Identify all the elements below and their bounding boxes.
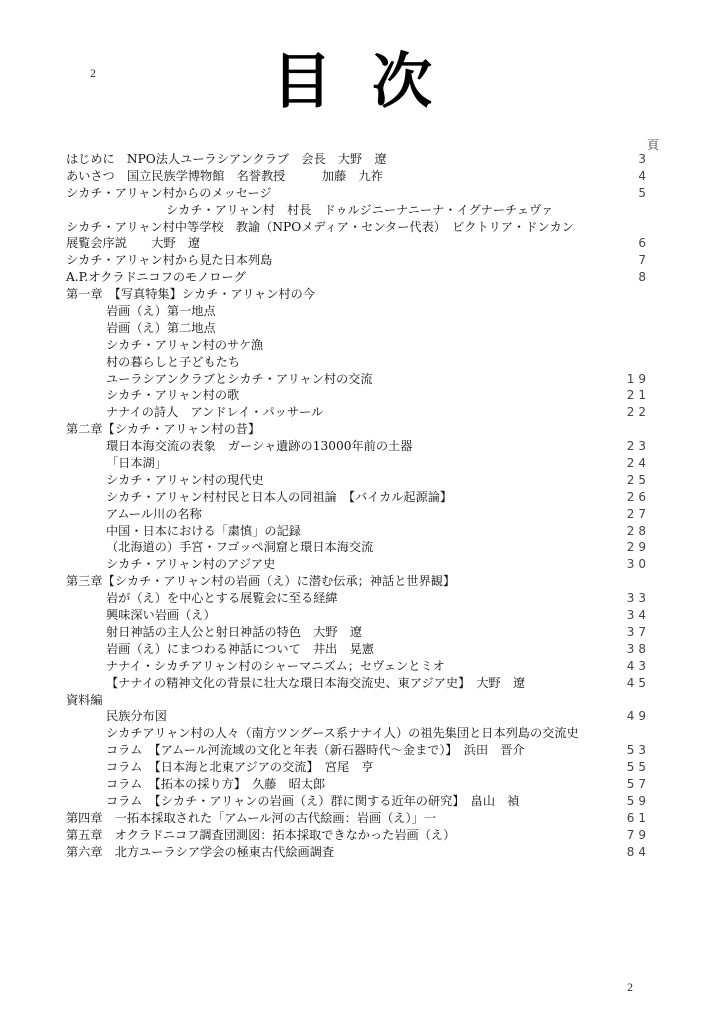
toc-entry-page: 84 xyxy=(626,844,650,859)
toc-entry-page: 19 xyxy=(626,371,650,386)
toc-entry-label: 中国・日本における「粛慎」の記録 xyxy=(106,523,301,538)
toc-entry-page: 33 xyxy=(626,591,650,606)
toc-entry xyxy=(66,759,686,776)
page-title: 目次 xyxy=(272,47,472,117)
toc-entry-label: シカチ・アリャン村の歌 xyxy=(106,388,240,403)
toc-entry xyxy=(66,252,686,269)
toc-entry-page: 38 xyxy=(626,641,650,656)
toc-entry-label: シカチ・アリャン村中等学校 教諭（NPOメディア・センター代表） ビクトリア・ドンカン xyxy=(66,219,574,234)
toc-entry-page: 8 xyxy=(638,270,650,285)
toc-entry xyxy=(66,827,686,844)
toc-entry-label: 展覧会序説 大野 遼 xyxy=(66,236,201,251)
toc-entry xyxy=(66,151,686,168)
toc-entry-page: 27 xyxy=(626,506,650,521)
toc-entry-label: コラム 【拓本の採り方】 久藤 昭太郎 xyxy=(106,776,326,791)
toc-entry-page: 57 xyxy=(626,776,650,791)
toc-entry xyxy=(66,556,686,573)
toc-entry-label: 第二章【シカチ・アリャン村の昔】 xyxy=(66,422,261,437)
page-number-bottom: 2 xyxy=(627,980,633,994)
toc-entry-label: シカチアリャン村の人々（南方ツングース系ナナイ人）の祖先集団と日本列島の交流史 xyxy=(106,726,579,741)
toc-entry-label: 第四章 一拓本採取された「アムール河の古代絵画：岩画（え）」一 xyxy=(66,810,437,825)
toc-entry-page: 61 xyxy=(626,810,650,825)
toc-entry-label: 村の暮らしと子どもたち xyxy=(106,354,241,369)
toc-entry-label: シカチ・アリャン村 村長 ドゥルジニーナニーナ・イグナーチェヴァ xyxy=(166,202,554,217)
toc-entry-label: シカチ・アリャン村の現代史 xyxy=(106,472,264,487)
toc-entry-label: はじめに NPO法人ユーラシアンクラブ 会長 大野 遼 xyxy=(66,152,387,166)
toc-entry-page: 43 xyxy=(626,658,650,673)
toc-entry xyxy=(66,708,686,725)
toc-entry xyxy=(66,641,686,658)
toc-entry xyxy=(66,607,686,624)
toc-entry-label: コラム 【シカチ・アリャンの岩画（え）群に関する近年の研究】 畠山 禎 xyxy=(106,793,520,808)
toc-entry xyxy=(66,658,686,675)
toc-entry-page: 21 xyxy=(626,388,650,403)
toc-entry-label: シカチ・アリャン村のアジア史 xyxy=(106,557,276,572)
toc-entry xyxy=(66,202,686,219)
toc-entry xyxy=(66,421,686,438)
toc-entry-label: シカチ・アリャン村村民と日本人の同祖論 【バイカル起源論】 xyxy=(106,489,453,504)
toc-entry-page: 37 xyxy=(626,624,650,639)
toc-entry-page: 6 xyxy=(638,236,650,251)
toc-entry-page: 49 xyxy=(626,709,650,724)
toc-entry-page: 55 xyxy=(626,760,650,775)
toc-entry-label: シカチ・アリャン村からのメッセージ xyxy=(66,185,272,200)
toc-entry-label: ナナイ・シカチアリャン村のシャーマニズム；セヴェンとミオ xyxy=(106,658,445,673)
toc-entry-label: 民族分布図 xyxy=(106,709,167,724)
toc-entry xyxy=(66,793,686,810)
toc-entry-label: A.P.オクラドニコフのモノローグ xyxy=(66,270,246,285)
toc-entry xyxy=(66,235,686,252)
toc-entry-label: ナナイの詩人 アンドレイ・パッサール xyxy=(106,405,324,420)
toc-entry xyxy=(66,489,686,506)
toc-entry-page: 25 xyxy=(626,472,650,487)
toc-entry xyxy=(66,523,686,540)
toc-entry-page: 34 xyxy=(626,608,650,623)
toc-entry xyxy=(66,776,686,793)
toc-entry xyxy=(66,472,686,489)
toc-entry xyxy=(66,692,686,709)
toc-entry-label: 岩画（え）第一地点 xyxy=(106,304,216,319)
toc-entry-page: 4 xyxy=(638,168,650,183)
toc-entry-label: 環日本海交流の表象 ガーシャ遺跡の13000年前の土器 xyxy=(106,439,413,454)
toc-entry xyxy=(66,354,686,371)
toc-entry-label: アムール川の名称 xyxy=(106,506,202,521)
toc-entry-page: 28 xyxy=(626,523,650,538)
toc-entry-label: あいさつ 国立民族学博物館 名誉教授 加藤 九祚 xyxy=(66,168,383,183)
toc-entry-label: 興味深い岩画（え） xyxy=(106,608,216,623)
toc-entry xyxy=(66,590,686,607)
toc-entry xyxy=(66,539,686,556)
toc-entry-label: 第三章【シカチ・アリャン村の岩画（え）に潜む伝承；神話と世界観】 xyxy=(66,574,456,589)
toc-entry-label: 岩画（え）にまつわる神話について 井出 晃憲 xyxy=(106,641,374,656)
toc-entry xyxy=(66,185,686,202)
toc-entry xyxy=(66,168,686,185)
toc-entry-label: ユーラシアンクラブとシカチ・アリャン村の交流 xyxy=(106,371,373,386)
toc-entry xyxy=(66,506,686,523)
toc-entry-label: 岩画（え）第二地点 xyxy=(106,320,216,335)
page-column-header: 頁 xyxy=(647,138,660,152)
toc-entry xyxy=(66,742,686,759)
toc-entry-page: 22 xyxy=(626,405,650,420)
toc-entry xyxy=(66,725,686,742)
toc-entry-label: （北海道の）手宮・フゴッペ洞窟と環日本海交流 xyxy=(106,540,374,555)
toc-entry xyxy=(66,844,686,861)
toc-entry xyxy=(66,286,686,303)
toc-entry-page: 5 xyxy=(638,185,650,200)
table-of-contents xyxy=(66,151,686,860)
toc-entry-page: 7 xyxy=(638,253,650,268)
toc-entry-label: 資料編 xyxy=(66,692,103,707)
toc-entry xyxy=(66,404,686,421)
toc-entry-label: 第一章 【写真特集】シカチ・アリャン村の今 xyxy=(66,287,315,302)
toc-entry xyxy=(66,303,686,320)
page-number-top: 2 xyxy=(90,66,96,80)
toc-entry-page: 79 xyxy=(626,827,650,842)
toc-entry-label: シカチ・アリャン村のサケ漁 xyxy=(106,337,264,352)
toc-entry-page: 30 xyxy=(626,557,650,572)
toc-entry-page: 3 xyxy=(638,152,650,166)
toc-entry xyxy=(66,337,686,354)
toc-entry-page: 59 xyxy=(626,793,650,808)
toc-entry-label: 射日神話の主人公と射日神話の特色 大野 遼 xyxy=(106,624,362,639)
toc-entry-page: 23 xyxy=(626,439,650,454)
toc-entry-label: 「日本湖」 xyxy=(106,456,167,471)
toc-entry xyxy=(66,624,686,641)
toc-entry-label: 【ナナイの精神文化の背景に壮大な環日本海交流史、東アジア史】 大野 遼 xyxy=(106,675,526,690)
toc-entry xyxy=(66,219,686,236)
toc-entry-page: 45 xyxy=(626,675,650,690)
toc-entry xyxy=(66,455,686,472)
toc-entry-label: コラム 【アムール河流域の文化と年表（新石器時代～金まで）】 浜田 晋介 xyxy=(106,743,525,758)
toc-entry-page: 26 xyxy=(626,489,650,504)
toc-entry xyxy=(66,387,686,404)
toc-entry xyxy=(66,573,686,590)
toc-entry-label: シカチ・アリャン村から見た日本列島 xyxy=(66,253,273,268)
toc-entry-page: 29 xyxy=(626,540,650,555)
toc-entry-label: 第五章 オクラドニコフ調査団測図：拓本採取できなかった岩画（え） xyxy=(66,827,456,842)
toc-entry-page: 53 xyxy=(626,743,650,758)
toc-entry xyxy=(66,320,686,337)
toc-entry-page: 24 xyxy=(626,456,650,471)
toc-entry-label: 岩が（え）を中心とする展覧会に至る経緯 xyxy=(106,591,338,606)
toc-entry xyxy=(66,371,686,388)
toc-entry-label: コラム 【日本海と北東アジアの交流】 宮尾 亨 xyxy=(106,760,374,775)
toc-entry xyxy=(66,675,686,692)
toc-entry xyxy=(66,810,686,827)
toc-entry xyxy=(66,269,686,286)
toc-entry xyxy=(66,438,686,455)
toc-entry-label: 第六章 北方ユーラシア学会の極東古代絵画調査 xyxy=(66,844,335,859)
